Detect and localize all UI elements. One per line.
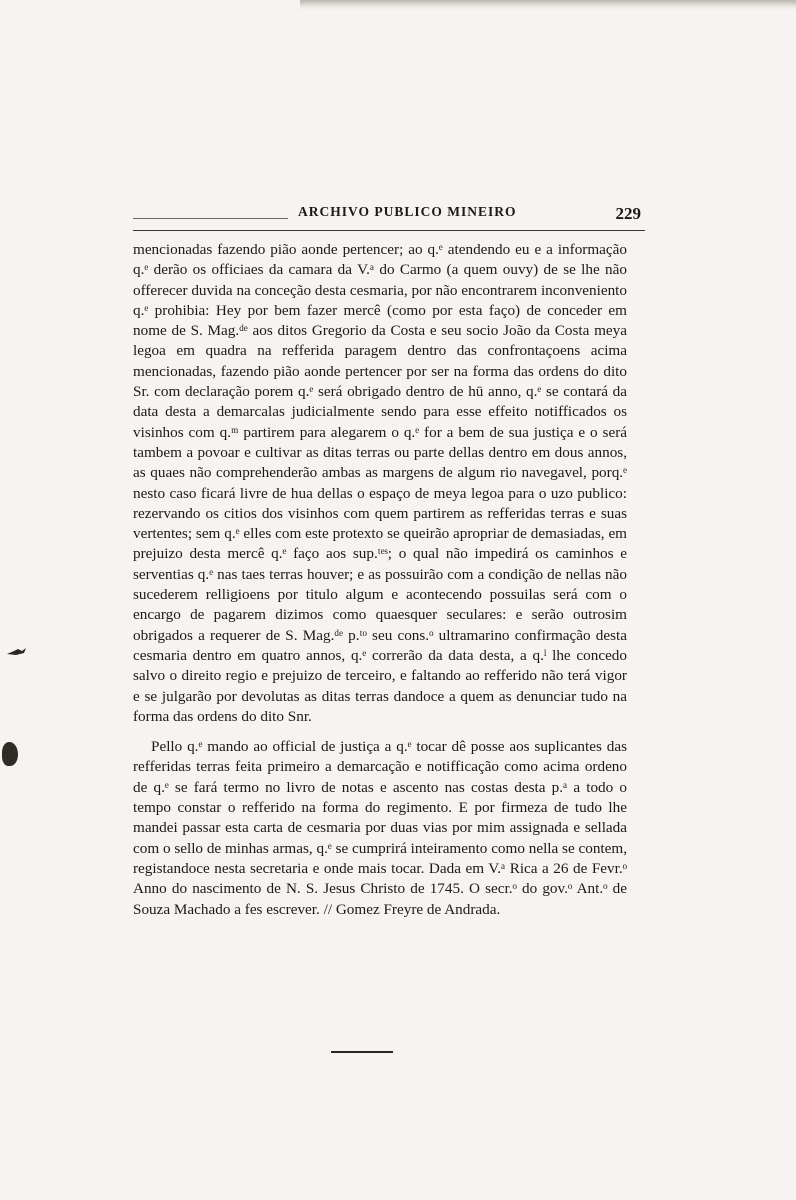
header-left-rule	[133, 218, 288, 219]
page-number: 229	[615, 204, 641, 223]
end-rule	[331, 1051, 393, 1053]
margin-ink-blot	[2, 742, 18, 766]
body-text	[133, 240, 627, 920]
running-header	[133, 200, 645, 230]
paragraph-1: mencionadas fazendo pião aonde pertencer; ao q.ᵉ atendendo eu e a informação q.ᵉ derão os officiaes da camara da V.ᵃ do Carmo (a quem ouvy) de se lhe não offerecer duvida na conceção desta cesmaria, por não encontrarem inconveniento q.ᵉ prohibia: Hey por bem fazer mercê (como por esta faço) de conceder em nome de S. Mag.ᵈᵉ aos ditos Gregorio da Costa e seu socio João da Costa meya legoa em quadra na refferida paragem dentro das confrontaçoens acima mencionadas, fazendo pião aonde pertencer por ser na forma das ordens do dito Sr. com declaração porem q.ᵉ será obrigado dentro de hū anno, q.ᵉ se contará da data desta a demarcalas judicialmente sendo para esse effeito notifficados os visinhos com q.ᵐ partirem para alegarem o q.ᵉ for a bem de sua justiça e o será tambem a povoar e cultivar as ditas terras ou parte dellas dentro em dous annos, as quaes não comprehenderão ambas as margens de algum rio navegavel, porq.ᵉ nesto caso ficará livre de hua dellas o espaço de meya legoa para o uzo publico: rezervando os citios dos visinhos com quem partirem as refferidas terras e suas vertentes; sem q.ᵉ elles com este protexto se queirão apropriar de demasiadas, em prejuizo desta mercê q.ᵉ faço aos sup.ᵗᵉˢ; o qual não impedirá os caminhos e serventias q.ᵉ nas taes terras houver; e as possuirão com a condição de nellas não sucederem relligioens por titulo algum e acontecendo possuilas será com o encargo de pagarem dizimos como quaesquer seculares: e serão outrosim obrigados a requerer de S. Mag.ᵈᵉ p.ᵗᵒ seu cons.ᵒ ultramarino confirmação desta cesmaria dentro em quatro annos, q.ᵉ correrão da data desta, a q.ˡ lhe concedo salvo o direito regio e prejuizo de terceiro, e faltando ao refferido não terá vigor e se julgarão por devolutas as ditas terras dandoce a quem as denunciar tudo na forma das ordens do dito Snr.	[133, 241, 627, 725]
paragraph-2: Pello q.ᵉ mando ao official de justiça a q.ᵉ tocar dê posse aos suplicantes das refferidas terras feita primeiro a demarcação e notifficação como acima ordeno de q.ᵉ se fará termo no livro de notas e ascento nas costas desta p.ᵃ a todo o tempo constar o refferido na forma do regimento. E por firmeza de tudo lhe mandei passar esta carta de cesmaria por duas vias por mim assignada e sellada com o sello de minhas armas, q.ᵉ se cumprirá inteiramento como nella se contem, registandoce nesta secretaria e onde mais tocar. Dada em V.ᵃ Rica a 26 de Fevr.ᵒ Anno do nascimento de N. S. Jesus Christo de 1745. O secr.ᵒ do gov.ᵒ Ant.ᵒ de Souza Machado a fes escrever. // Gomez Freyre de Andrada.	[133, 738, 627, 918]
scan-edge-shadow	[300, 0, 796, 10]
header-title: ARCHIVO PUBLICO MINEIRO	[298, 204, 517, 219]
header-rule	[133, 230, 645, 231]
margin-ink-mark	[6, 646, 28, 658]
